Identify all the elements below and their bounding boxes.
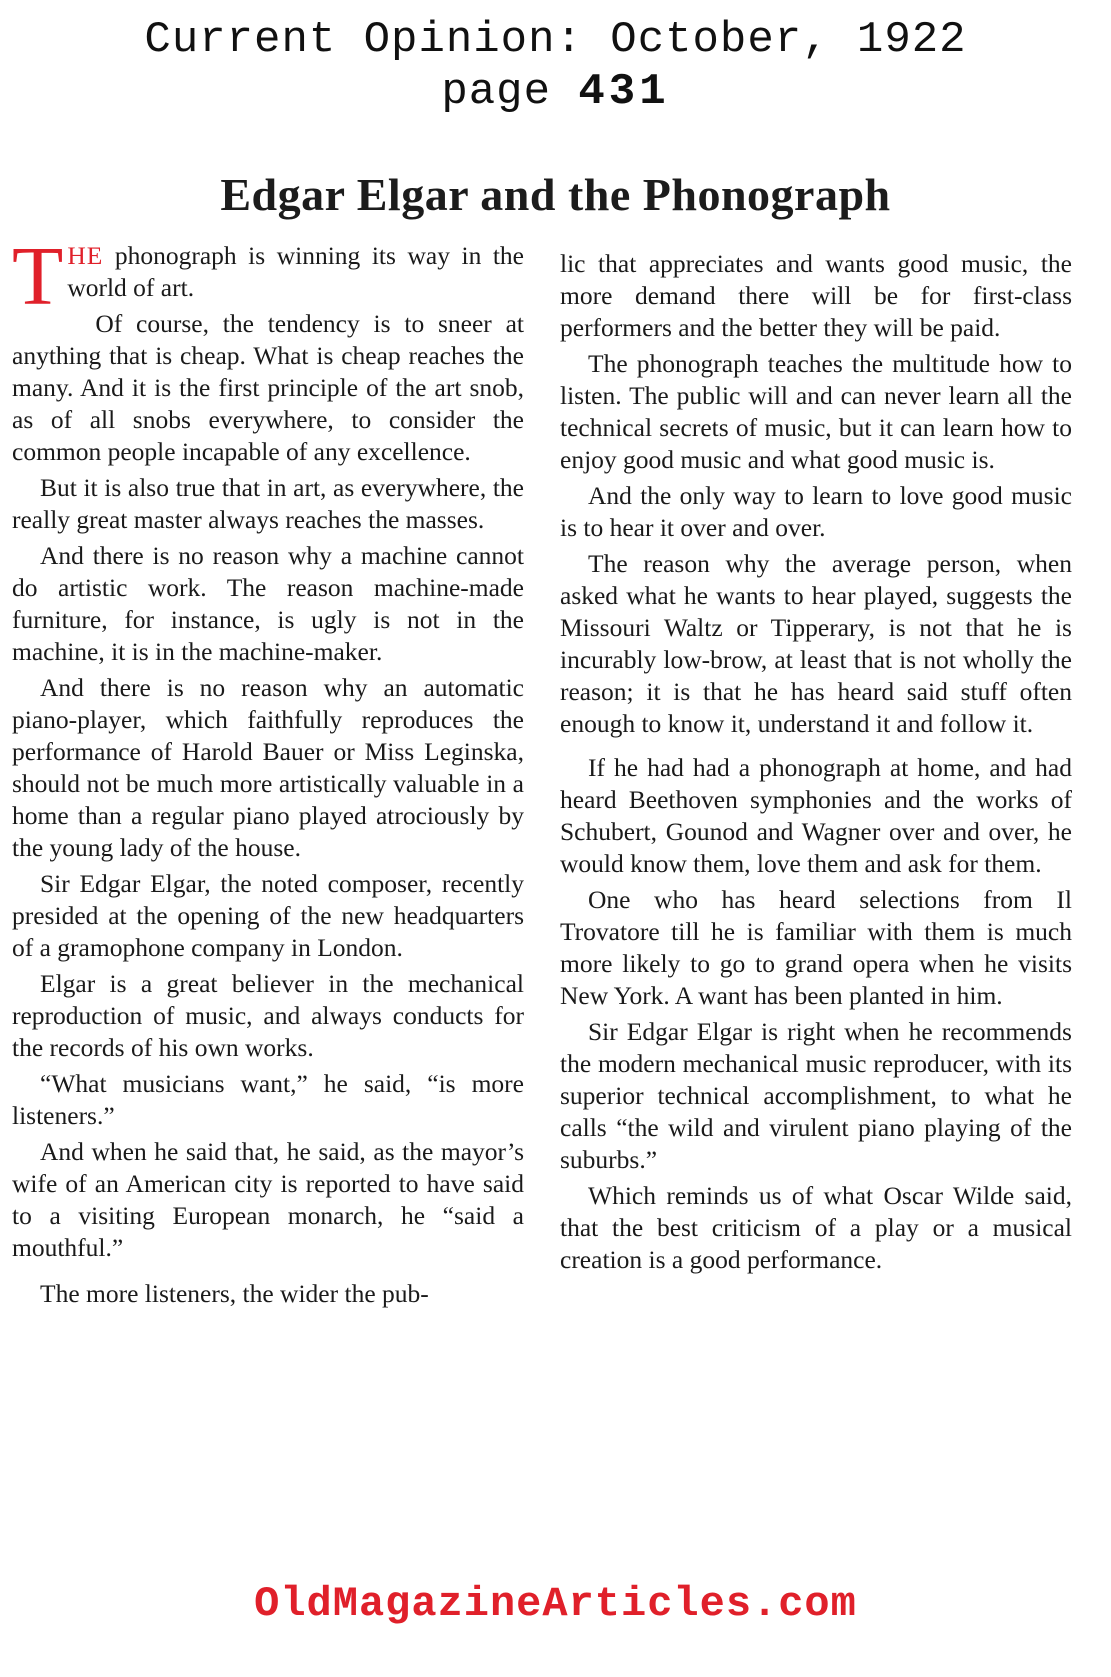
article-paragraph: The phonograph teaches the multitude how to listen. The public will and can never learn all the technical secrets of music, but it can learn how to enjoy good music and what good music is. — [560, 349, 1072, 474]
article-paragraph: “What musicians want,” he said, “is more listeners.” — [12, 1069, 524, 1130]
article-paragraph: lic that appreciates and wants good music, the more demand there will be for first-class performers and the better they will be paid. — [560, 249, 1072, 342]
article-paragraph: Of course, the tendency is to sneer at anything that is cheap. What is cheap reaches the many. And it is the first principle of the art snob, as of all snobs everywhere, to consider the common people incapable of any excellence. — [12, 309, 524, 466]
article-paragraph: And when he said that, he said, as the mayor’s wife of an American city is reported to have said to a visiting European monarch, he “said a mouthful.” — [12, 1137, 524, 1262]
article-paragraph: The more listeners, the wider the pub- — [40, 1279, 429, 1308]
article-paragraph: And there is no reason why a machine cannot do artistic work. The reason machine-made furniture, for instance, is ugly is not in the machine, it is in the machine-maker. — [12, 541, 524, 666]
page-number: 431 — [578, 67, 670, 117]
article-column-right — [560, 248, 1072, 1280]
article-paragraph: And there is no reason why an automatic piano-player, which faithfully reproduces the performance of Harold Bauer or Miss Leginska, should not be much more artistically valuable in a home than a regular piano played atrociously by the young lady of the house. — [12, 673, 524, 862]
article-paragraph: Sir Edgar Elgar is right when he recommends the modern mechanical music reproducer, with its superior technical accomplishment, to what he calls “the wild and virulent piano playing of the suburbs.” — [560, 1017, 1072, 1174]
article-paragraph: One who has heard selections from Il Trovatore till he is familiar with them is much more likely to go to grand opera when he visits New York. A want has been planted in him. — [560, 885, 1072, 1010]
page-label: page — [441, 67, 551, 117]
article-paragraph: If he had had a phonograph at home, and had heard Beethoven symphonies and the works of Schubert, Gounod and Wagner over and over, he would know them, love them and ask for them. — [560, 753, 1072, 878]
article-paragraph: Elgar is a great believer in the mechanical reproduction of music, and always conducts for the records of his own works. — [12, 969, 524, 1062]
source-header — [0, 14, 1111, 118]
page-number-line — [0, 66, 1111, 118]
drop-cap: T — [12, 230, 64, 323]
paragraph-text: phonograph is winning its way in the world of art. — [67, 241, 524, 302]
article-title: Edgar Elgar and the Phonograph — [220, 169, 891, 220]
article-paragraph: The reason why the average person, when asked what he wants to hear played, suggests the Missouri Waltz or Tipperary, is not that he is incurably low-brow, at least that is not wholly the reason; it is that he has heard said stuff often enough to know it, understand it and follow it. — [560, 549, 1072, 738]
lead-word-red: HE — [67, 241, 104, 270]
article-paragraph: But it is also true that in art, as everywhere, the really great master always reaches the masses. — [12, 473, 524, 534]
article-paragraph: Which reminds us of what Oscar Wilde said, that the best criticism of a play or a musical creation is a good performance. — [560, 1181, 1072, 1274]
article-paragraph — [12, 230, 524, 323]
source-publication-line: Current Opinion: October, 1922 — [144, 15, 967, 65]
article-paragraph: And the only way to learn to love good music is to hear it over and over. — [560, 481, 1072, 542]
article-column-left — [12, 230, 524, 1314]
article-paragraph: Sir Edgar Elgar, the noted composer, recently presided at the opening of the new headquarters of a gramophone company in London. — [12, 869, 524, 962]
site-watermark-link[interactable]: OldMagazineArticles.com — [254, 1580, 857, 1628]
